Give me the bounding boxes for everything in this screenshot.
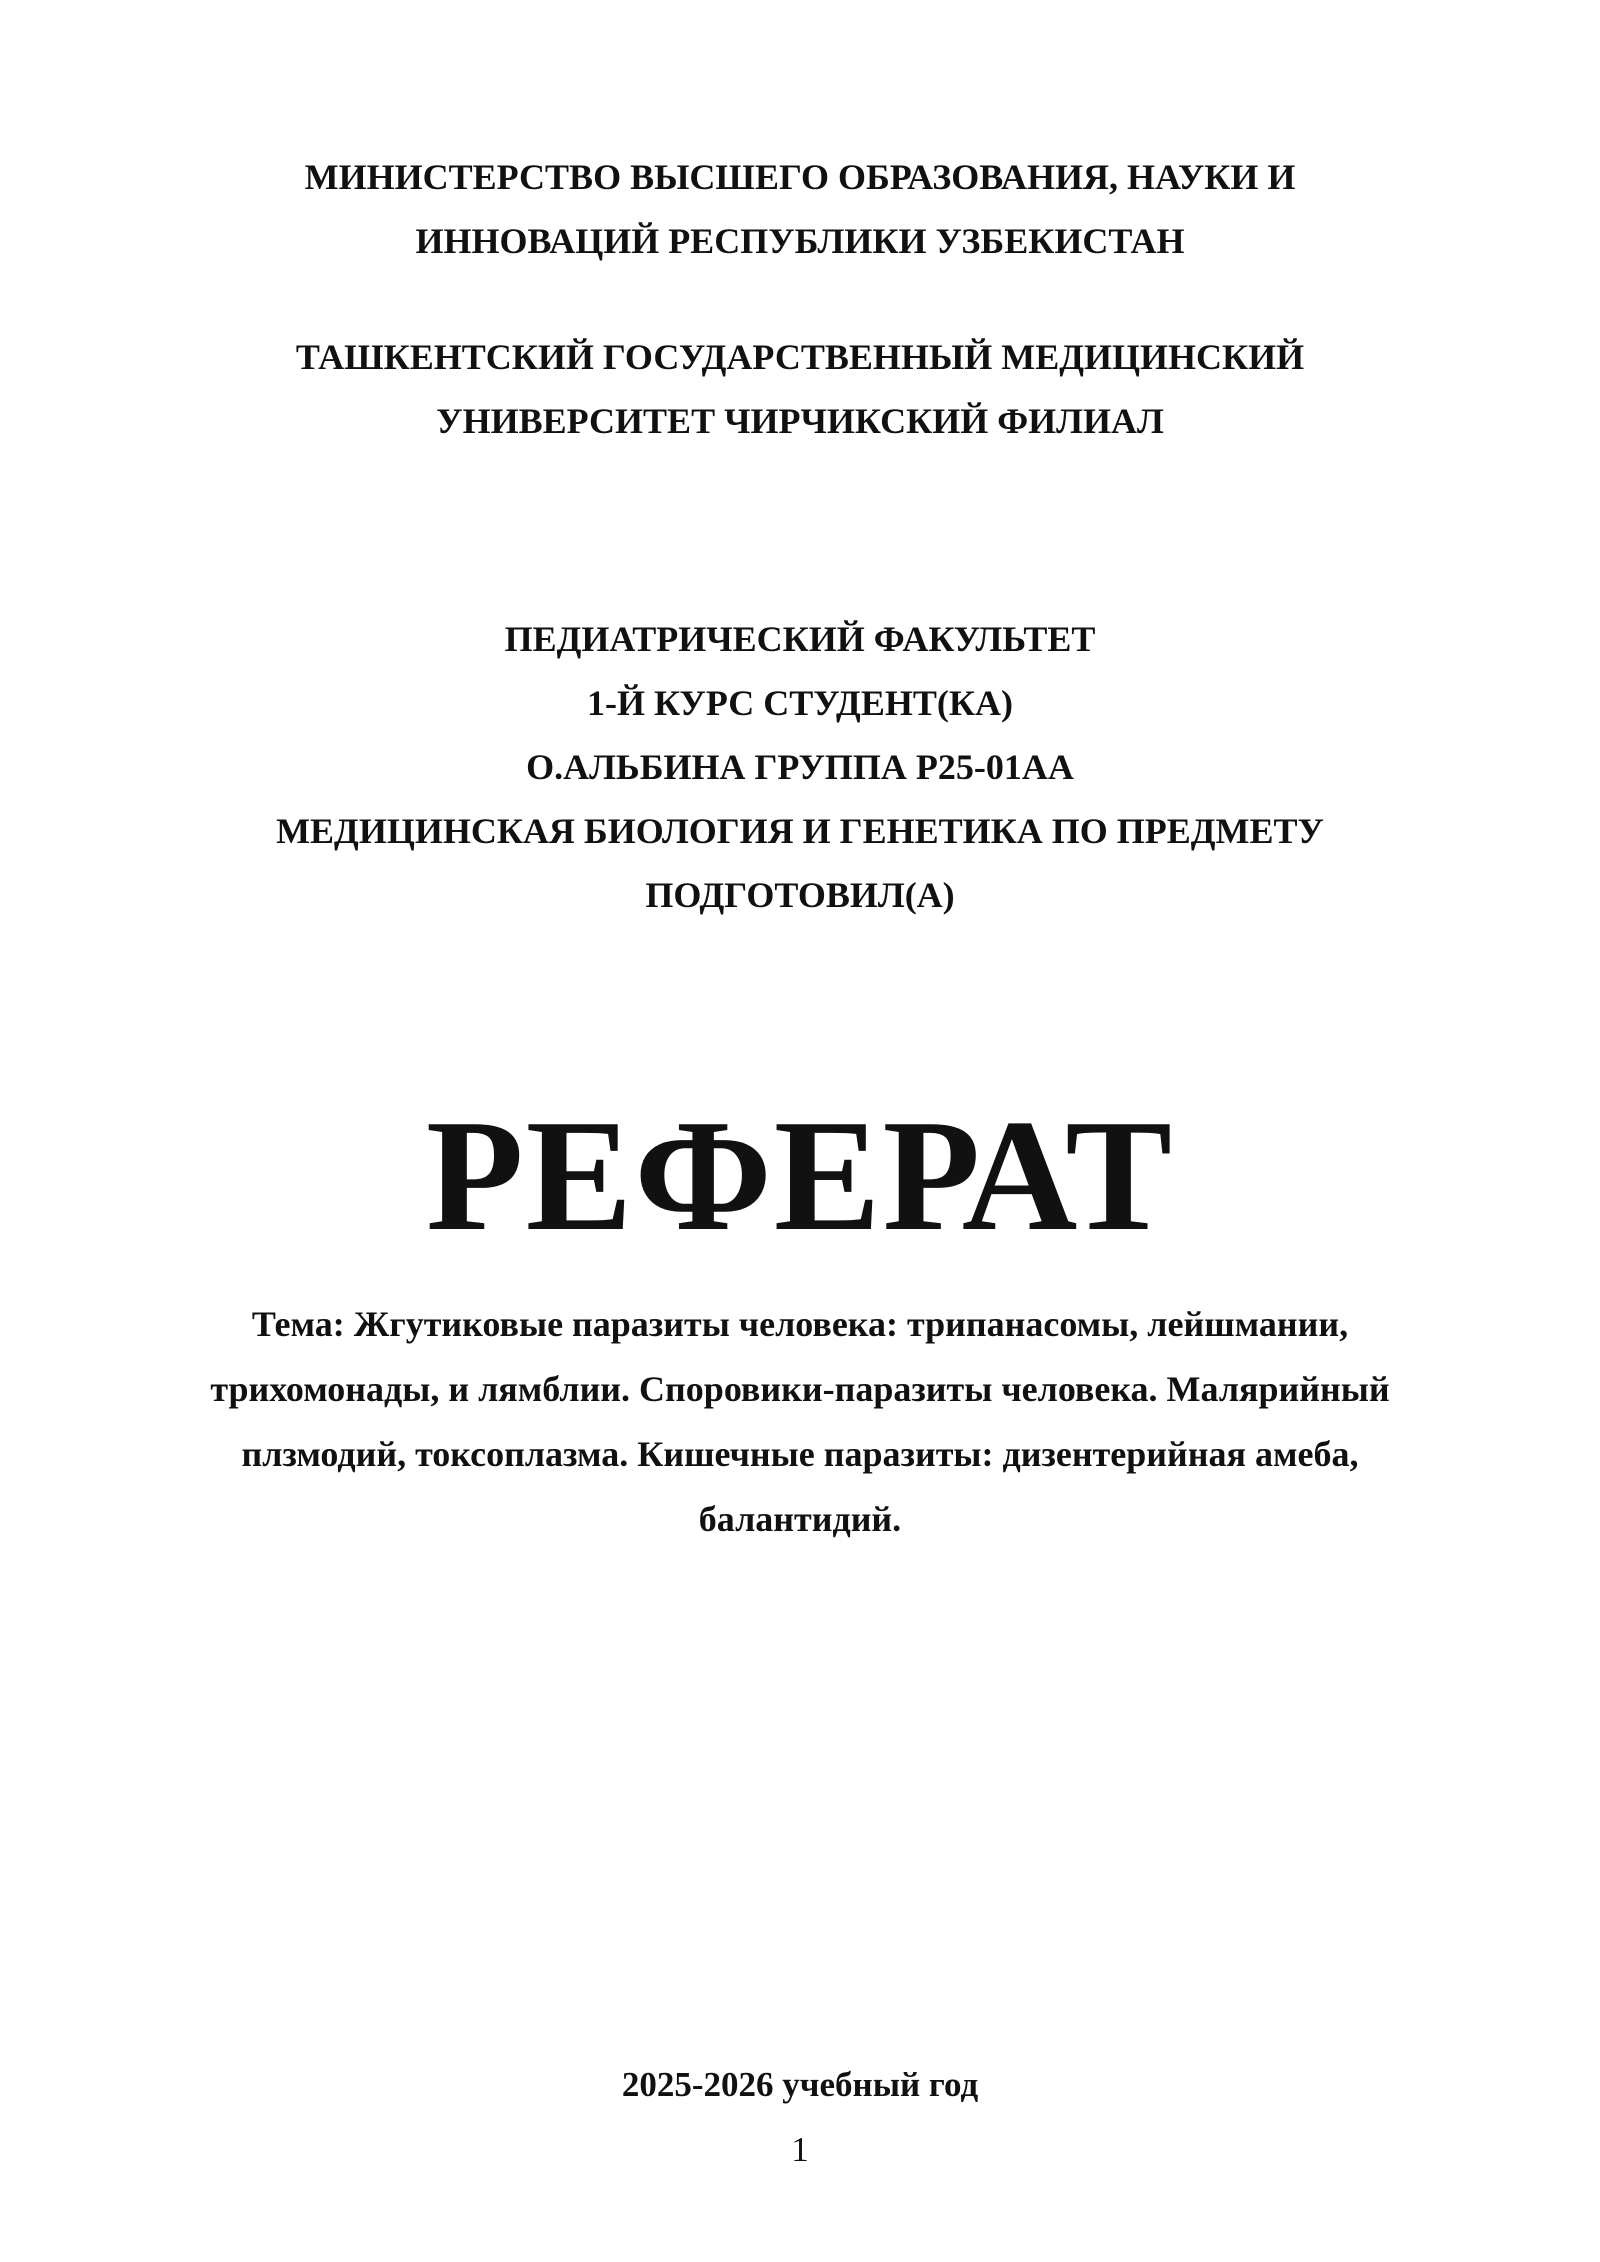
document-title: РЕФЕРАТ [425,1086,1175,1264]
prepared-by-line: ПОДГОТОВИЛ(А) [645,875,955,915]
topic-line-3: плзмодий, токсоплазма. Кишечные паразиты: дизентерийная амеба, [241,1434,1359,1474]
faculty-line: ПЕДИАТРИЧЕСКИЙ ФАКУЛЬТЕТ [504,619,1096,659]
student-group-line: О.АЛЬБИНА ГРУППА Р25-01АА [526,747,1074,787]
topic-paragraph [0,1292,1600,1552]
page-number: 1 [791,2130,809,2169]
topic-line-1: Тема: Жгутиковые паразиты человека: трипанасомы, лейшмании, [251,1304,1349,1344]
ministry-heading [0,145,1600,273]
student-info [0,607,1600,927]
university-line-1: ТАШКЕНТСКИЙ ГОСУДАРСТВЕННЫЙ МЕДИЦИНСКИЙ [295,337,1305,377]
university-line-2: УНИВЕРСИТЕТ ЧИРЧИКСКИЙ ФИЛИАЛ [436,401,1164,441]
course-line: 1-Й КУРС СТУДЕНТ(КА) [587,683,1013,723]
ministry-line-2: ИННОВАЦИЙ РЕСПУБЛИКИ УЗБЕКИСТАН [415,221,1185,261]
subject-line: МЕДИЦИНСКАЯ БИОЛОГИЯ И ГЕНЕТИКА ПО ПРЕДМЕТУ [276,811,1324,851]
academic-year: 2025-2026 учебный год [621,2065,979,2104]
topic-line-2: трихомонады, и лямблии. Споровики-паразиты человека. Малярийный [210,1369,1390,1409]
university-heading [0,325,1600,453]
ministry-line-1: МИНИСТЕРСТВО ВЫСШЕГО ОБРАЗОВАНИЯ, НАУКИ И [304,157,1296,197]
topic-line-4: балантидий. [698,1499,902,1539]
